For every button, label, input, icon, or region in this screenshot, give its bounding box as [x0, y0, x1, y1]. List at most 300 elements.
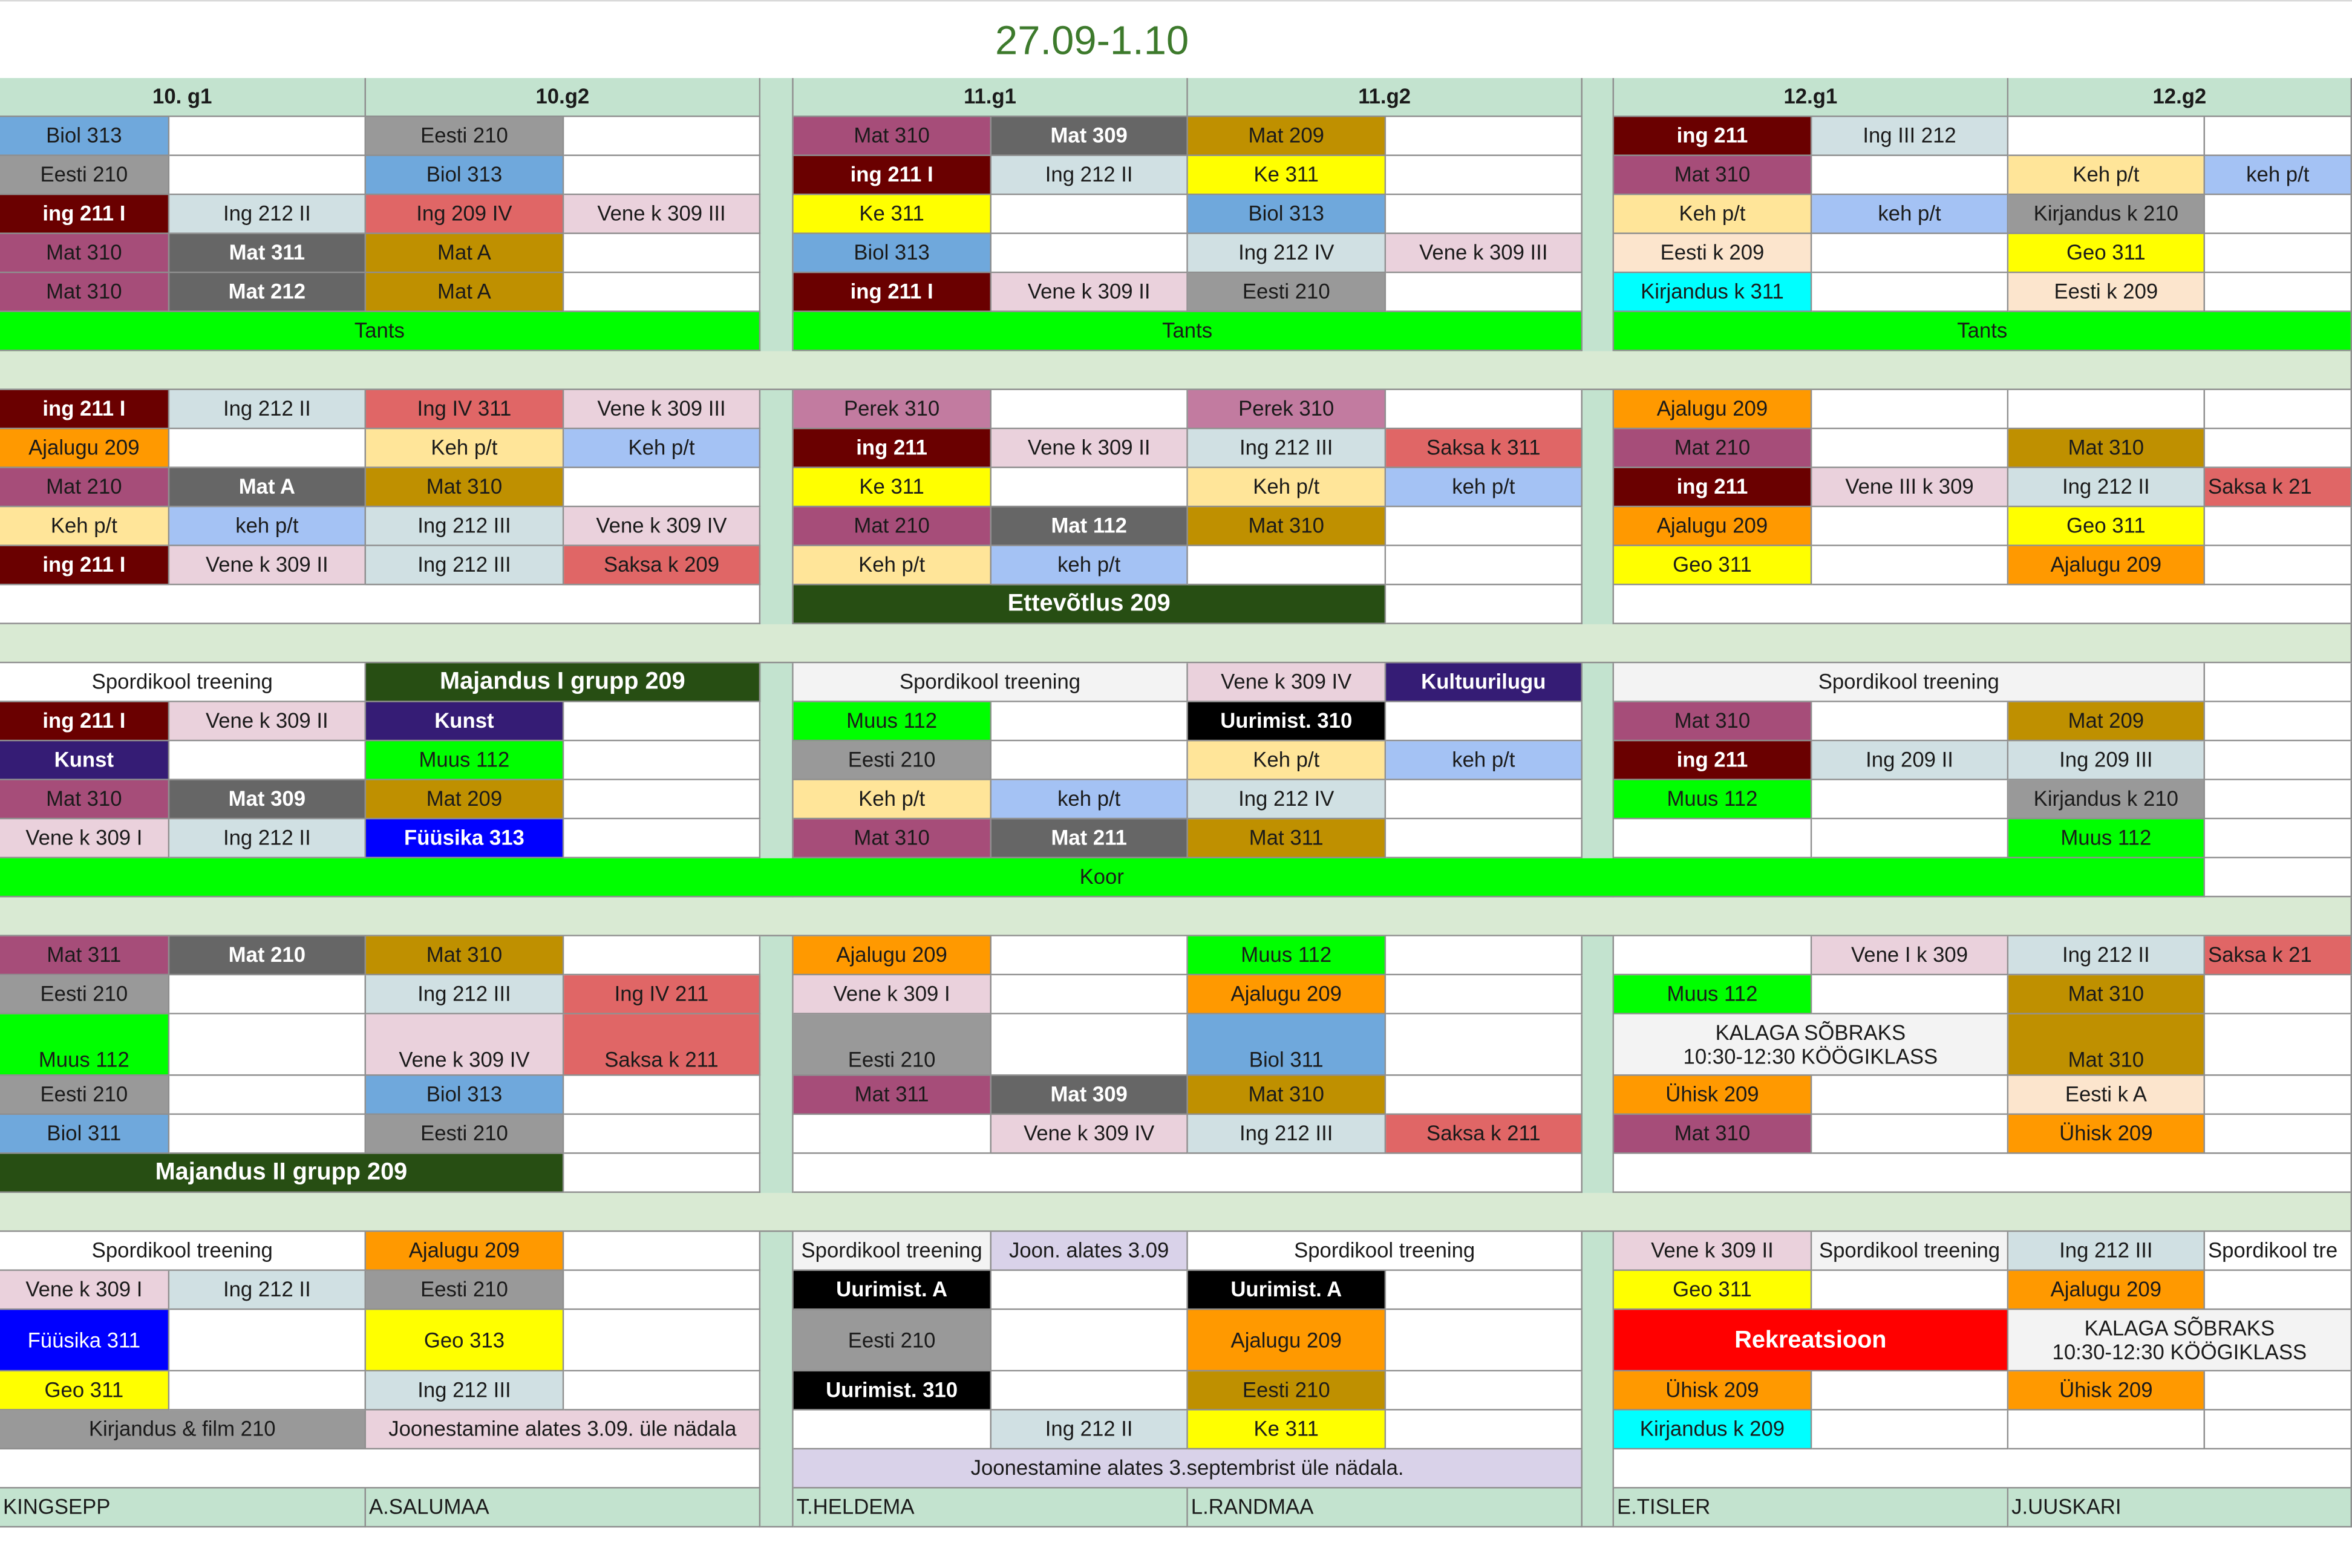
- cell-ing-209-iv: Ing 209 IV: [366, 195, 564, 234]
- cell-mat-310: Mat 310: [1614, 1115, 1812, 1154]
- cell-eesti-210: Eesti 210: [366, 117, 564, 155]
- cell-ing-211: ing 211: [1614, 117, 1812, 155]
- empty-cell: [1812, 273, 2008, 312]
- cell-eesti-k-209: Eesti k 209: [2008, 273, 2205, 312]
- cell-ke-311: Ke 311: [794, 468, 991, 507]
- empty-cell: [1812, 1371, 2008, 1410]
- empty-cell: [564, 468, 760, 507]
- cell-ajalugu-209: Ajalugu 209: [0, 429, 169, 468]
- empty-cell: [169, 1371, 366, 1410]
- cell-ing-212-iv: Ing 212 IV: [1188, 780, 1386, 819]
- empty-cell: [2205, 234, 2352, 273]
- empty-cell: [794, 1154, 1583, 1192]
- cell-mat-310: Mat 310: [0, 234, 169, 273]
- cell-saksa-k-211: Saksa k 211: [1386, 1115, 1583, 1154]
- cell-muus-112: Muus 112: [0, 1014, 169, 1076]
- cell-keh-p-t: keh p/t: [1812, 195, 2008, 234]
- empty-cell: [2205, 273, 2352, 312]
- empty-cell: [2008, 1411, 2205, 1449]
- cell-uurimist-a: Uurimist. A: [1188, 1271, 1386, 1310]
- cell-eesti-210: Eesti 210: [794, 1310, 991, 1371]
- empty-cell: [1812, 507, 2008, 546]
- divider-column-2: [1583, 78, 1614, 1527]
- cell-mat-310: Mat 310: [1614, 702, 1812, 741]
- empty-cell: [2205, 975, 2352, 1014]
- empty-cell: [794, 1411, 991, 1449]
- cell-kultuurilugu: Kultuurilugu: [1386, 663, 1583, 702]
- cell-muus-112: Muus 112: [1614, 780, 1812, 819]
- empty-cell: [1386, 1371, 1583, 1410]
- empty-cell: [991, 195, 1188, 234]
- cell-keh-p-t: keh p/t: [991, 546, 1188, 585]
- cell-vene-k-309-ii: Vene k 309 II: [1614, 1232, 1812, 1270]
- cell-tants: Tants: [794, 312, 1583, 351]
- cell-keh-p-t: Keh p/t: [0, 507, 169, 546]
- cell-vene-k-309-iv: Vene k 309 IV: [1188, 663, 1386, 702]
- cell-keh-p-t: keh p/t: [1386, 741, 1583, 780]
- cell-ing-212-iii: Ing 212 III: [366, 1371, 564, 1410]
- empty-cell: [2205, 819, 2352, 858]
- cell-keh-p-t: Keh p/t: [2008, 156, 2205, 195]
- note-line-2: 10:30-12:30 KÖÖGIKLASS: [1683, 1044, 1938, 1069]
- cell-vene-i-k-309: Vene I k 309: [1812, 936, 2008, 975]
- cell-keh-p-t: Keh p/t: [366, 429, 564, 468]
- cell-ing-212-ii: Ing 212 II: [2008, 468, 2205, 507]
- empty-cell: [1812, 1115, 2008, 1154]
- cell-majandus-i-grupp-209: Majandus I grupp 209: [366, 663, 760, 702]
- empty-cell: [564, 1310, 760, 1371]
- cell-spordikool-treening: Spordikool treening: [794, 663, 1188, 702]
- empty-cell: [2205, 546, 2352, 585]
- cell-rekreatsioon: Rekreatsioon: [1614, 1310, 2008, 1371]
- cell-kirjandus-k-311: Kirjandus k 311: [1614, 273, 1812, 312]
- empty-cell: [1812, 546, 2008, 585]
- cell-eesti-k-209: Eesti k 209: [1614, 234, 1812, 273]
- cell-ing-212-iii: Ing 212 III: [366, 975, 564, 1014]
- cell-ing-211: ing 211: [1614, 468, 1812, 507]
- empty-cell: [1386, 1014, 1583, 1076]
- empty-cell: [1614, 585, 2352, 624]
- cell-ing-211-i: ing 211 I: [794, 273, 991, 312]
- empty-cell: [1812, 780, 2008, 819]
- empty-cell: [564, 819, 760, 858]
- separator-row-2: [0, 624, 2352, 663]
- cell-mat-309: Mat 309: [991, 1076, 1188, 1114]
- cell-ettev-tlus-209: Ettevõtlus 209: [794, 585, 1386, 624]
- cell-ing-211-i: ing 211 I: [0, 702, 169, 741]
- cell-majandus-ii-grupp-209: Majandus II grupp 209: [0, 1154, 564, 1192]
- empty-cell: [564, 1076, 760, 1114]
- cell-ing-212-ii: Ing 212 II: [169, 819, 366, 858]
- empty-cell: [564, 936, 760, 975]
- empty-cell: [1812, 975, 2008, 1014]
- empty-cell: [2205, 663, 2352, 702]
- empty-cell: [2205, 1411, 2352, 1449]
- empty-cell: [1812, 1076, 2008, 1114]
- teacher-e-tisler: E.TISLER: [1614, 1489, 2008, 1527]
- cell-saksa-k-21: Saksa k 21: [2205, 468, 2352, 507]
- cell-vene-iii-k-309: Vene III k 309: [1812, 468, 2008, 507]
- cell-ajalugu-209: Ajalugu 209: [2008, 1271, 2205, 1310]
- cell-mat-209: Mat 209: [366, 780, 564, 819]
- empty-cell: [564, 117, 760, 155]
- empty-cell: [1812, 429, 2008, 468]
- empty-cell: [1812, 234, 2008, 273]
- cell-vene-k-309-ii: Vene k 309 II: [991, 429, 1188, 468]
- cell-ajalugu-209: Ajalugu 209: [794, 936, 991, 975]
- empty-cell: [564, 741, 760, 780]
- empty-cell: [1812, 702, 2008, 741]
- cell-mat-a: Mat A: [366, 234, 564, 273]
- cell-mat-112: Mat 112: [991, 507, 1188, 546]
- empty-cell: [991, 1371, 1188, 1410]
- empty-cell: [1614, 936, 1812, 975]
- cell-perek-310: Perek 310: [794, 390, 991, 429]
- empty-cell: [1386, 546, 1583, 585]
- cell-vene-k-309-iv: Vene k 309 IV: [991, 1115, 1188, 1154]
- header-10-g1: 10. g1: [0, 78, 366, 117]
- cell-keh-p-t: Keh p/t: [1188, 741, 1386, 780]
- empty-cell: [1386, 936, 1583, 975]
- empty-cell: [991, 1310, 1188, 1371]
- cell-keh-p-t: Keh p/t: [794, 780, 991, 819]
- header-11-g2: 11.g2: [1188, 78, 1583, 117]
- cell-mat-210: Mat 210: [794, 507, 991, 546]
- empty-cell: [169, 156, 366, 195]
- empty-cell: [1386, 975, 1583, 1014]
- empty-cell: [991, 741, 1188, 780]
- cell-mat-311: Mat 311: [794, 1076, 991, 1114]
- cell-mat-311: Mat 311: [0, 936, 169, 975]
- separator-row-4: [0, 1193, 2352, 1232]
- empty-cell: [991, 702, 1188, 741]
- cell-ing-211-i: ing 211 I: [0, 390, 169, 429]
- cell-spordikool-tre: Spordikool tre: [2205, 1232, 2352, 1270]
- empty-cell: [1386, 156, 1583, 195]
- note-line-1: KALAGA SÕBRAKS: [1715, 1020, 1906, 1045]
- empty-cell: [2008, 390, 2205, 429]
- cell-uurimist-310: Uurimist. 310: [1188, 702, 1386, 741]
- cell-ing-211: ing 211: [1614, 741, 1812, 780]
- empty-cell: [1386, 195, 1583, 234]
- cell-kirjandus-k-209: Kirjandus k 209: [1614, 1411, 1812, 1449]
- cell-keh-p-t: keh p/t: [2205, 156, 2352, 195]
- header-11-g1: 11.g1: [794, 78, 1188, 117]
- cell-eesti-210: Eesti 210: [0, 1076, 169, 1114]
- cell-eesti-210: Eesti 210: [366, 1115, 564, 1154]
- cell-geo-311: Geo 311: [2008, 234, 2205, 273]
- empty-cell: [1386, 390, 1583, 429]
- separator-row-1: [0, 351, 2352, 390]
- cell-mat-a: Mat A: [366, 273, 564, 312]
- teacher-j-uuskari: J.UUSKARI: [2008, 1489, 2352, 1527]
- cell-eesti-210: Eesti 210: [1188, 1371, 1386, 1410]
- cell-f-sika-311: Füüsika 311: [0, 1310, 169, 1371]
- empty-cell: [169, 975, 366, 1014]
- cell-mat-309: Mat 309: [991, 117, 1188, 155]
- cell-saksa-k-211: Saksa k 211: [564, 1014, 760, 1076]
- header-12-g2: 12.g2: [2008, 78, 2352, 117]
- empty-cell: [2205, 507, 2352, 546]
- cell-ing-212-iii: Ing 212 III: [1188, 429, 1386, 468]
- cell-mat-310: Mat 310: [794, 819, 991, 858]
- empty-cell: [169, 1115, 366, 1154]
- cell-spordikool-treening: Spordikool treening: [0, 1232, 366, 1270]
- cell-ing-iii-212: Ing III 212: [1812, 117, 2008, 155]
- cell-vene-k-309-iv: Vene k 309 IV: [564, 507, 760, 546]
- empty-cell: [1812, 819, 2008, 858]
- empty-cell: [169, 1014, 366, 1076]
- empty-cell: [1614, 1154, 2352, 1192]
- cell-ing-212-ii: Ing 212 II: [169, 195, 366, 234]
- cell-geo-311: Geo 311: [1614, 546, 1812, 585]
- cell-ing-212-iv: Ing 212 IV: [1188, 234, 1386, 273]
- cell-vene-k-309-i: Vene k 309 I: [794, 975, 991, 1014]
- cell-kunst: Kunst: [366, 702, 564, 741]
- empty-cell: [991, 1271, 1188, 1310]
- cell-uurimist-a: Uurimist. A: [794, 1271, 991, 1310]
- cell-muus-112: Muus 112: [366, 741, 564, 780]
- cell-mat-309: Mat 309: [169, 780, 366, 819]
- header-10-g2: 10.g2: [366, 78, 760, 117]
- empty-cell: [2205, 1014, 2352, 1076]
- cell-vene-k-309-i: Vene k 309 I: [0, 1271, 169, 1310]
- empty-cell: [991, 234, 1188, 273]
- cell-biol-311: Biol 311: [1188, 1014, 1386, 1076]
- cell-biol-313: Biol 313: [0, 117, 169, 155]
- cell-keh-p-t: Keh p/t: [564, 429, 760, 468]
- empty-cell: [1386, 819, 1583, 858]
- cell-biol-313: Biol 313: [366, 156, 564, 195]
- empty-cell: [2205, 780, 2352, 819]
- note-line-1: KALAGA SÕBRAKS: [2084, 1316, 2275, 1340]
- cell-spordikool-treening: Spordikool treening: [1614, 663, 2205, 702]
- cell-mat-310: Mat 310: [366, 468, 564, 507]
- cell-ajalugu-209: Ajalugu 209: [2008, 546, 2205, 585]
- empty-cell: [564, 1115, 760, 1154]
- cell-muus-112: Muus 112: [1614, 975, 1812, 1014]
- cell-mat-310: Mat 310: [794, 117, 991, 155]
- empty-cell: [0, 585, 760, 624]
- empty-cell: [564, 1271, 760, 1310]
- cell-mat-210: Mat 210: [0, 468, 169, 507]
- empty-cell: [1386, 117, 1583, 155]
- empty-cell: [169, 429, 366, 468]
- cell-vene-k-309-ii: Vene k 309 II: [991, 273, 1188, 312]
- empty-cell: [991, 468, 1188, 507]
- teacher-a-salumaa: A.SALUMAA: [366, 1489, 760, 1527]
- cell-ing-iv-311: Ing IV 311: [366, 390, 564, 429]
- cell-keh-p-t: keh p/t: [991, 780, 1188, 819]
- empty-cell: [1614, 819, 1812, 858]
- cell-koor: Koor: [0, 858, 2205, 897]
- empty-cell: [2205, 429, 2352, 468]
- empty-cell: [1386, 702, 1583, 741]
- empty-cell: [169, 117, 366, 155]
- separator-row-3: [0, 897, 2352, 936]
- cell-ing-212-iii: Ing 212 III: [366, 507, 564, 546]
- cell-hisk-209: Ühisk 209: [1614, 1076, 1812, 1114]
- note-line-2: 10:30-12:30 KÖÖGIKLASS: [2052, 1339, 2307, 1364]
- cell-spordikool-treening: Spordikool treening: [1812, 1232, 2008, 1270]
- cell-perek-310: Perek 310: [1188, 390, 1386, 429]
- empty-cell: [169, 1310, 366, 1371]
- cell-mat-209: Mat 209: [1188, 117, 1386, 155]
- empty-cell: [1812, 156, 2008, 195]
- empty-cell: [1386, 507, 1583, 546]
- cell-vene-k-309-iii: Vene k 309 III: [1386, 234, 1583, 273]
- empty-cell: [1812, 1271, 2008, 1310]
- cell-geo-311: Geo 311: [2008, 507, 2205, 546]
- empty-cell: [1386, 1310, 1583, 1371]
- cell-mat-311: Mat 311: [169, 234, 366, 273]
- cell-geo-311: Geo 311: [1614, 1271, 1812, 1310]
- cell-joonestamine-alates-3-septembrist-le-n-dala: Joonestamine alates 3.septembrist üle nädala.: [794, 1449, 1583, 1488]
- cell-ing-212-ii: Ing 212 II: [991, 1411, 1188, 1449]
- cell-joonestamine-alates-3-09-le-n-dala: Joonestamine alates 3.09. üle nädala: [366, 1411, 760, 1449]
- cell-ing-212-ii: Ing 212 II: [169, 1271, 366, 1310]
- empty-cell: [1386, 1271, 1583, 1310]
- empty-cell: [991, 390, 1188, 429]
- cell-eesti-210: Eesti 210: [794, 1014, 991, 1076]
- cell-kirjandus-k-210: Kirjandus k 210: [2008, 780, 2205, 819]
- note-kalaga-sobraks: [1614, 1014, 2008, 1076]
- cell-uurimist-310: Uurimist. 310: [794, 1371, 991, 1410]
- teacher-kingsepp: KINGSEPP: [0, 1489, 366, 1527]
- empty-cell: [564, 1371, 760, 1410]
- cell-saksa-k-311: Saksa k 311: [1386, 429, 1583, 468]
- cell-hisk-209: Ühisk 209: [1614, 1371, 1812, 1410]
- empty-cell: [564, 702, 760, 741]
- cell-vene-k-309-iv: Vene k 309 IV: [366, 1014, 564, 1076]
- cell-ajalugu-209: Ajalugu 209: [1188, 1310, 1386, 1371]
- empty-cell: [991, 975, 1188, 1014]
- empty-cell: [564, 156, 760, 195]
- cell-ke-311: Ke 311: [794, 195, 991, 234]
- empty-cell: [794, 1115, 991, 1154]
- empty-cell: [169, 1076, 366, 1114]
- cell-keh-p-t: keh p/t: [169, 507, 366, 546]
- cell-ajalugu-209: Ajalugu 209: [366, 1232, 564, 1270]
- cell-hisk-209: Ühisk 209: [2008, 1371, 2205, 1410]
- empty-cell: [2205, 1271, 2352, 1310]
- cell-spordikool-treening: Spordikool treening: [1188, 1232, 1583, 1270]
- cell-eesti-210: Eesti 210: [0, 975, 169, 1014]
- cell-ing-211-i: ing 211 I: [0, 195, 169, 234]
- cell-mat-310: Mat 310: [1188, 1076, 1386, 1114]
- empty-cell: [1386, 585, 1583, 624]
- empty-cell: [1386, 273, 1583, 312]
- cell-keh-p-t: Keh p/t: [794, 546, 991, 585]
- empty-cell: [169, 741, 366, 780]
- empty-cell: [1812, 1411, 2008, 1449]
- cell-ajalugu-209: Ajalugu 209: [1188, 975, 1386, 1014]
- cell-biol-313: Biol 313: [1188, 195, 1386, 234]
- cell-spordikool-treening: Spordikool treening: [794, 1232, 991, 1270]
- empty-cell: [564, 234, 760, 273]
- cell-f-sika-313: Füüsika 313: [366, 819, 564, 858]
- divider-column-1: [760, 78, 794, 1527]
- empty-cell: [1188, 546, 1386, 585]
- teacher-l-randmaa: L.RANDMAA: [1188, 1489, 1583, 1527]
- empty-cell: [2205, 1115, 2352, 1154]
- empty-cell: [0, 1449, 760, 1488]
- cell-ing-209-iii: Ing 209 III: [2008, 741, 2205, 780]
- empty-cell: [2205, 1076, 2352, 1114]
- cell-eesti-210: Eesti 210: [794, 741, 991, 780]
- empty-cell: [1614, 1449, 2352, 1488]
- cell-geo-313: Geo 313: [366, 1310, 564, 1371]
- cell-mat-211: Mat 211: [991, 819, 1188, 858]
- empty-cell: [1386, 1411, 1583, 1449]
- cell-ing-212-iii: Ing 212 III: [1188, 1115, 1386, 1154]
- cell-vene-k-309-iii: Vene k 309 III: [564, 390, 760, 429]
- cell-mat-311: Mat 311: [1188, 819, 1386, 858]
- cell-mat-310: Mat 310: [0, 780, 169, 819]
- cell-mat-310: Mat 310: [1188, 507, 1386, 546]
- cell-keh-p-t: Keh p/t: [1188, 468, 1386, 507]
- empty-cell: [2205, 741, 2352, 780]
- cell-muus-112: Muus 112: [2008, 819, 2205, 858]
- cell-saksa-k-209: Saksa k 209: [564, 546, 760, 585]
- cell-mat-310: Mat 310: [2008, 975, 2205, 1014]
- empty-cell: [1386, 1076, 1583, 1114]
- cell-mat-310: Mat 310: [0, 273, 169, 312]
- cell-ing-iv-211: Ing IV 211: [564, 975, 760, 1014]
- cell-muus-112: Muus 112: [1188, 936, 1386, 975]
- empty-cell: [2205, 702, 2352, 741]
- cell-ing-212-iii: Ing 212 III: [2008, 1232, 2205, 1270]
- empty-cell: [564, 1154, 760, 1192]
- empty-cell: [991, 1014, 1188, 1076]
- cell-ing-212-ii: Ing 212 II: [169, 390, 366, 429]
- cell-biol-313: Biol 313: [794, 234, 991, 273]
- cell-biol-313: Biol 313: [366, 1076, 564, 1114]
- cell-ing-209-ii: Ing 209 II: [1812, 741, 2008, 780]
- empty-cell: [2205, 1371, 2352, 1410]
- cell-ing-211: ing 211: [794, 429, 991, 468]
- empty-cell: [2205, 390, 2352, 429]
- cell-joon-alates-3-09: Joon. alates 3.09: [991, 1232, 1188, 1270]
- empty-cell: [2008, 117, 2205, 155]
- cell-mat-210: Mat 210: [169, 936, 366, 975]
- cell-ing-212-iii: Ing 212 III: [366, 546, 564, 585]
- empty-cell: [1812, 390, 2008, 429]
- cell-spordikool-treening: Spordikool treening: [0, 663, 366, 702]
- cell-kirjandus-film-210: Kirjandus & film 210: [0, 1411, 366, 1449]
- teacher-t-heldema: T.HELDEMA: [794, 1489, 1188, 1527]
- cell-ke-311: Ke 311: [1188, 1411, 1386, 1449]
- cell-tants: Tants: [0, 312, 760, 351]
- cell-mat-310: Mat 310: [2008, 429, 2205, 468]
- cell-ing-211-i: ing 211 I: [794, 156, 991, 195]
- cell-mat-310: Mat 310: [366, 936, 564, 975]
- cell-mat-310: Mat 310: [2008, 1014, 2205, 1076]
- cell-mat-a: Mat A: [169, 468, 366, 507]
- cell-biol-311: Biol 311: [0, 1115, 169, 1154]
- cell-geo-311: Geo 311: [0, 1371, 169, 1410]
- empty-cell: [2205, 195, 2352, 234]
- cell-eesti-k-a: Eesti k A: [2008, 1076, 2205, 1114]
- cell-tants: Tants: [1614, 312, 2352, 351]
- cell-ing-211-i: ing 211 I: [0, 546, 169, 585]
- empty-cell: [991, 936, 1188, 975]
- empty-cell: [2205, 858, 2352, 897]
- cell-vene-k-309-i: Vene k 309 I: [0, 819, 169, 858]
- cell-mat-310: Mat 310: [1614, 156, 1812, 195]
- cell-ke-311: Ke 311: [1188, 156, 1386, 195]
- empty-cell: [564, 1232, 760, 1270]
